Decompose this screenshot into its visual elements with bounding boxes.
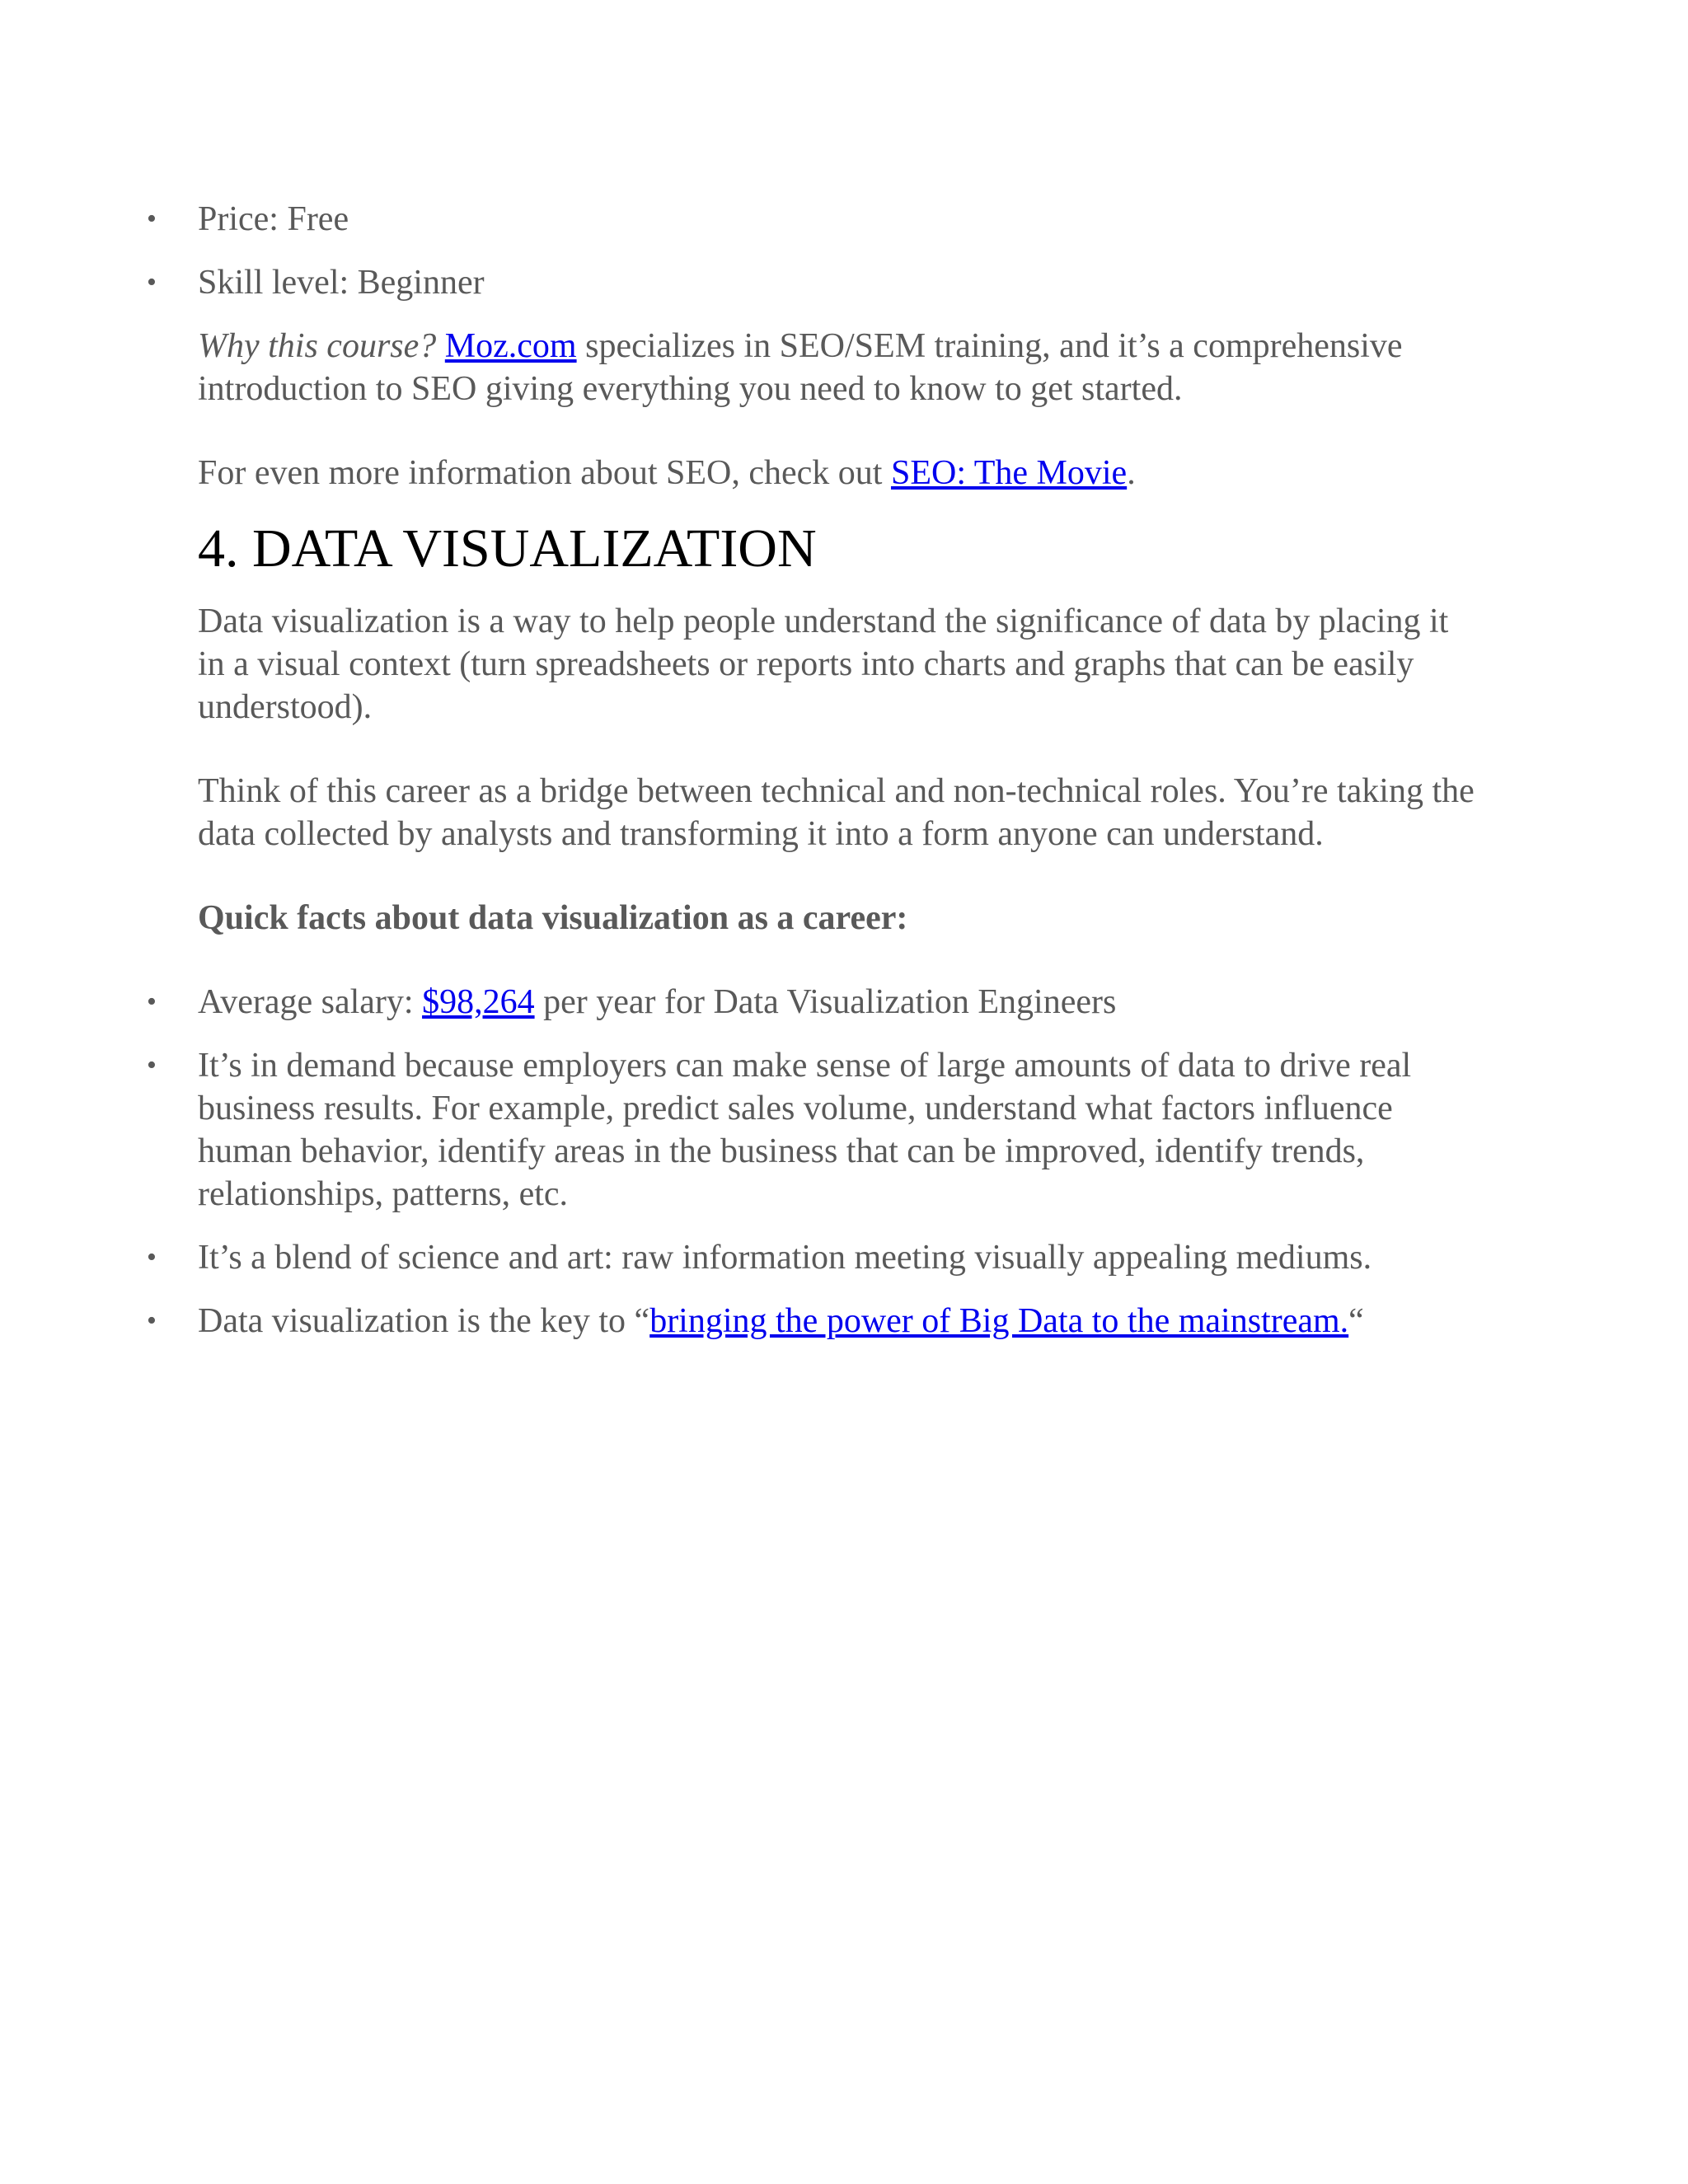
- quick-facts-heading: Quick facts about data visualization as a career:: [198, 899, 908, 937]
- price-text: Price: Free: [198, 200, 349, 238]
- key-before: Data visualization is the key to “: [198, 1302, 650, 1340]
- more-info-paragraph: [198, 452, 1484, 494]
- list-item: [147, 1300, 1484, 1343]
- skill-level-text: Skill level: Beginner: [198, 264, 485, 302]
- bullet-icon: •: [147, 1050, 157, 1080]
- salary-before: Average salary:: [198, 983, 423, 1021]
- seo-movie-link[interactable]: SEO: The Movie: [890, 454, 1128, 492]
- definition-paragraph: Data visualization is a way to help people understand the significance of data by placing it in a visual context (turn spreadsheets or reports into charts and graphs that can be easily understood).: [198, 602, 1449, 726]
- course-details-list: [147, 198, 1484, 304]
- salary-link[interactable]: $98,264: [422, 983, 535, 1021]
- page-content: [147, 198, 1484, 1363]
- more-info-before: For even more information about SEO, check out: [198, 454, 891, 492]
- quick-facts-list: [147, 981, 1484, 1343]
- blend-text: It’s a blend of science and art: raw information meeting visually appealing mediums.: [198, 1239, 1372, 1277]
- bullet-icon: •: [147, 987, 157, 1017]
- why-course-rest: specializes in SEO/SEM training, and it’s a comprehensive introduction to SEO giving everything you need to know to get started.: [198, 327, 1403, 408]
- why-course-lead: Why this course?: [198, 327, 437, 365]
- list-item: [147, 981, 1484, 1024]
- bullet-icon: •: [147, 204, 157, 234]
- more-info-after: .: [1127, 454, 1136, 492]
- list-item: [147, 1044, 1484, 1216]
- bullet-icon: •: [147, 267, 157, 298]
- list-item: [147, 261, 1484, 304]
- key-after: “: [1348, 1302, 1364, 1340]
- bullet-icon: •: [147, 1242, 157, 1272]
- bridge-paragraph: Think of this career as a bridge between technical and non-technical roles. You’re taking the data collected by analysts and transforming it into a form anyone can understand.: [198, 772, 1475, 853]
- list-item: [147, 1236, 1484, 1279]
- big-data-link[interactable]: bringing the power of Big Data to the mainstream.: [649, 1302, 1349, 1340]
- section-heading: 4. DATA VISUALIZATION: [198, 518, 817, 579]
- bullet-icon: •: [147, 1305, 157, 1336]
- moz-link[interactable]: Moz.com: [444, 327, 577, 365]
- list-item: [147, 198, 1484, 241]
- demand-text: It’s in demand because employers can make sense of large amounts of data to drive real business results. For example, predict sales volume, understand what factors influence human behavior, identify areas in the business that can be improved, identify trends, relationships, patterns, etc.: [198, 1047, 1412, 1213]
- salary-after: per year for Data Visualization Engineers: [534, 983, 1117, 1021]
- why-course-paragraph: [198, 325, 1484, 410]
